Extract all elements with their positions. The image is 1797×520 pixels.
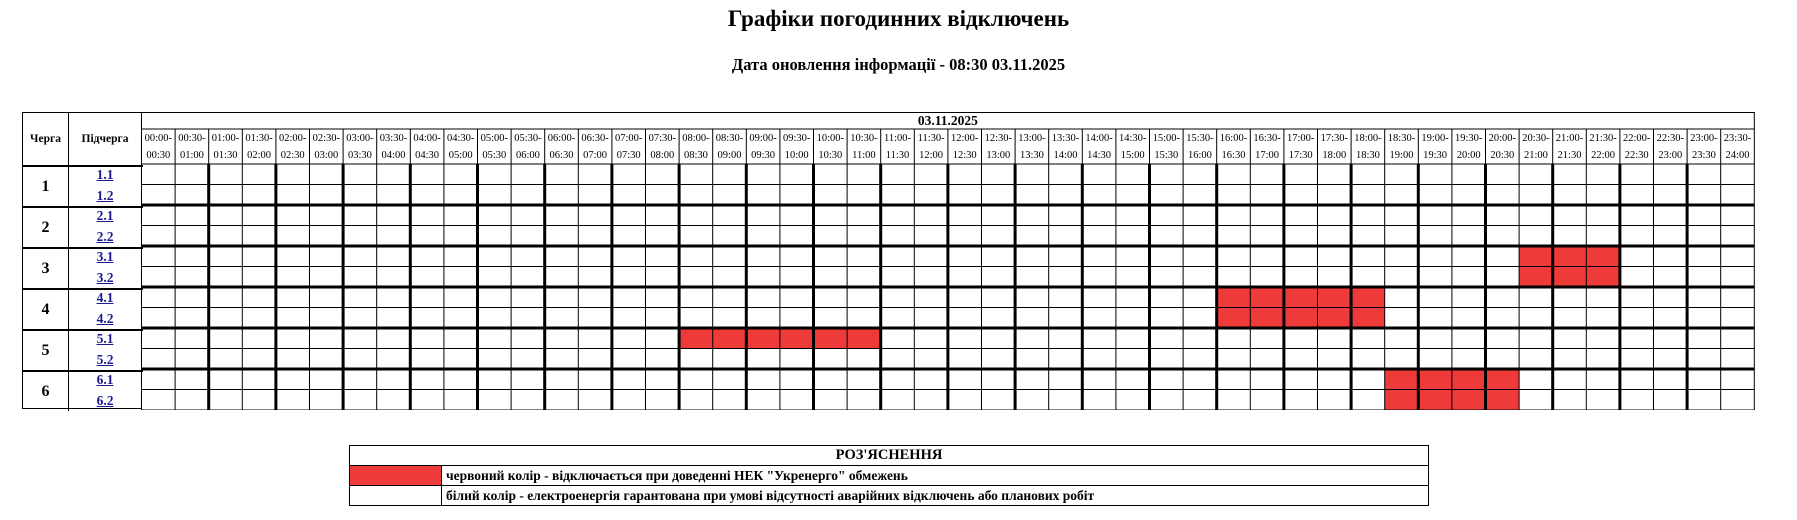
outage-cell: [1418, 390, 1452, 411]
outage-cell: [1519, 267, 1553, 288]
slot-end-label: 01:00: [179, 150, 204, 161]
slot-end-label: 17:00: [1255, 150, 1280, 161]
slot-end-label: 16:30: [1221, 150, 1246, 161]
outage-cell: [1284, 308, 1318, 329]
slot-end-label: 02:30: [280, 150, 305, 161]
legend-item-red: червоний колір - відключається при доведенні НЕК "Укренерго" обмежень: [442, 466, 1429, 486]
slot-end-label: 11:00: [852, 150, 876, 161]
slot-end-label: 14:30: [1087, 150, 1112, 161]
slot-start-label: 00:30-: [178, 133, 206, 144]
slot-start-label: 21:30-: [1589, 133, 1617, 144]
outage-cell: [679, 328, 713, 349]
slot-start-label: 20:30-: [1522, 133, 1550, 144]
slot-start-label: 07:00-: [614, 133, 643, 144]
slot-end-label: 08:30: [683, 150, 708, 161]
legend: [349, 445, 1429, 506]
slot-start-label: 14:00-: [1085, 133, 1113, 144]
slot-end-label: 22:00: [1591, 150, 1616, 161]
slot-end-label: 13:30: [1019, 150, 1044, 161]
slot-start-label: 21:00-: [1555, 133, 1584, 144]
slot-end-label: 02:00: [247, 150, 272, 161]
slot-start-label: 01:00-: [211, 133, 240, 144]
slot-start-label: 04:30-: [446, 133, 475, 144]
outage-cell: [713, 328, 747, 349]
slot-end-label: 03:30: [347, 150, 372, 161]
slot-start-label: 05:30-: [514, 133, 542, 144]
slot-end-label: 05:30: [482, 150, 507, 161]
outage-cell: [1452, 390, 1486, 411]
slot-start-label: 08:30-: [715, 133, 744, 144]
slot-end-label: 09:00: [717, 150, 742, 161]
outage-cell: [1217, 308, 1251, 329]
outage-cell: [1284, 287, 1318, 308]
outage-cell: [780, 328, 814, 349]
queue-header: Черга: [23, 113, 69, 165]
subqueue-link-3.1[interactable]: 3.1: [96, 249, 114, 264]
slot-end-label: 03:00: [314, 150, 339, 161]
outage-cell: [1351, 287, 1385, 308]
slot-end-label: 15:00: [1120, 150, 1145, 161]
outage-cell: [1586, 267, 1620, 288]
slot-end-label: 06:30: [549, 150, 574, 161]
slot-start-label: 13:00-: [1018, 133, 1046, 144]
slot-start-label: 12:00-: [950, 133, 979, 144]
outage-cell: [1385, 390, 1419, 411]
page-title: Графіки погодинних відключень: [727, 6, 1070, 31]
subqueue-link-2.1[interactable]: 2.1: [96, 208, 114, 223]
slot-start-label: 19:00-: [1421, 133, 1449, 144]
slot-start-label: 03:30-: [379, 133, 408, 144]
outage-cell: [1318, 287, 1352, 308]
queue-5: 5: [23, 329, 69, 370]
slot-end-label: 05:00: [448, 150, 473, 161]
slot-end-label: 12:00: [919, 150, 944, 161]
subqueue-link-3.2[interactable]: 3.2: [96, 269, 114, 285]
slot-start-label: 23:00-: [1690, 133, 1718, 144]
slot-start-label: 02:30-: [312, 133, 341, 144]
slot-end-label: 22:30: [1624, 150, 1649, 161]
slot-end-label: 20:00: [1456, 150, 1481, 161]
subqueue-link-1.2[interactable]: 1.2: [96, 187, 114, 203]
slot-end-label: 23:30: [1691, 150, 1716, 161]
queue-table: [22, 112, 142, 409]
slot-end-label: 24:00: [1725, 150, 1750, 161]
legend-item-white: білий колір - електроенергія гарантована при умові відсутності аварійних відключень або планових робіт: [442, 486, 1429, 506]
slot-start-label: 02:00-: [278, 133, 307, 144]
slot-end-label: 16:00: [1187, 150, 1212, 161]
slot-start-label: 18:00-: [1354, 133, 1382, 144]
outage-cell: [1318, 308, 1352, 329]
schedule-grid: [141, 112, 1757, 410]
outage-cell: [1351, 308, 1385, 329]
slot-start-label: 14:30-: [1118, 133, 1147, 144]
outage-cell: [1553, 267, 1587, 288]
slot-end-label: 10:30: [818, 150, 843, 161]
slot-start-label: 09:00-: [749, 133, 777, 144]
slot-start-label: 16:30-: [1253, 133, 1281, 144]
queue-3: 3: [23, 247, 69, 288]
slot-end-label: 19:30: [1423, 150, 1448, 161]
queue-1: 1: [23, 165, 69, 206]
slot-start-label: 06:00-: [547, 133, 576, 144]
slot-start-label: 17:30-: [1320, 133, 1349, 144]
slot-end-label: 14:00: [1053, 150, 1078, 161]
update-info: Дата оновлення інформації - 08:30 03.11.2025: [731, 55, 1066, 74]
outage-cell: [1418, 369, 1452, 390]
subqueue-link-1.1[interactable]: 1.1: [96, 167, 114, 182]
outage-cell: [1452, 369, 1486, 390]
slot-end-label: 21:00: [1523, 150, 1548, 161]
slot-end-label: 07:30: [616, 150, 641, 161]
outage-cell: [1250, 287, 1284, 308]
queue-2: 2: [23, 206, 69, 247]
slot-start-label: 06:30-: [581, 133, 609, 144]
slot-start-label: 19:30-: [1454, 133, 1483, 144]
slot-end-label: 13:00: [986, 150, 1011, 161]
outage-cell: [1486, 390, 1520, 411]
subqueue-link-4.1[interactable]: 4.1: [96, 290, 114, 305]
subqueue-link-5.1[interactable]: 5.1: [96, 331, 114, 346]
slot-end-label: 18:00: [1322, 150, 1347, 161]
outage-cell: [746, 328, 780, 349]
slot-end-label: 18:30: [1355, 150, 1380, 161]
outage-cell: [1385, 369, 1419, 390]
slot-end-label: 09:30: [751, 150, 776, 161]
slot-start-label: 11:30-: [917, 133, 945, 144]
slot-end-label: 04:00: [381, 150, 406, 161]
slot-start-label: 22:30-: [1656, 133, 1685, 144]
slot-end-label: 21:30: [1557, 150, 1582, 161]
slot-start-label: 12:30-: [984, 133, 1013, 144]
slot-end-label: 19:00: [1389, 150, 1414, 161]
slot-end-label: 15:30: [1154, 150, 1179, 161]
slot-start-label: 03:00-: [346, 133, 374, 144]
outage-cell: [1553, 246, 1587, 267]
slot-end-label: 11:30: [885, 150, 910, 161]
slot-start-label: 05:00-: [480, 133, 509, 144]
slot-end-label: 06:00: [515, 150, 540, 161]
queue-4: 4: [23, 288, 69, 329]
slot-start-label: 10:30-: [850, 133, 878, 144]
slot-start-label: 07:30-: [648, 133, 677, 144]
queue-6: 6: [23, 370, 69, 411]
slot-start-label: 17:00-: [1286, 133, 1315, 144]
subqueue-link-2.2[interactable]: 2.2: [96, 228, 114, 244]
subqueue-link-6.1[interactable]: 6.1: [96, 372, 114, 387]
legend-swatch-red: [350, 466, 442, 486]
subqueue-header: Підчерга: [81, 133, 129, 145]
outage-cell: [814, 328, 848, 349]
slot-start-label: 15:30-: [1186, 133, 1214, 144]
slot-end-label: 17:30: [1288, 150, 1313, 161]
slot-start-label: 09:30-: [782, 133, 811, 144]
slot-end-label: 07:00: [583, 150, 608, 161]
outage-cell: [1250, 308, 1284, 329]
slot-start-label: 13:30-: [1051, 133, 1080, 144]
outage-cell: [1217, 287, 1251, 308]
outage-cell: [847, 328, 881, 349]
outage-cell: [1486, 369, 1520, 390]
slot-start-label: 20:00-: [1488, 133, 1517, 144]
slot-start-label: 08:00-: [682, 133, 710, 144]
slot-start-label: 10:00-: [816, 133, 845, 144]
legend-swatch-white: [350, 486, 442, 506]
outage-cell: [1586, 246, 1620, 267]
slot-start-label: 01:30-: [245, 133, 273, 144]
date-header: 03.11.2025: [917, 113, 978, 128]
slot-start-label: 04:00-: [413, 133, 441, 144]
slot-end-label: 01:30: [213, 150, 238, 161]
slot-end-label: 04:30: [415, 150, 440, 161]
slot-start-label: 11:00-: [883, 133, 912, 144]
slot-start-label: 18:30-: [1387, 133, 1416, 144]
slot-end-label: 20:30: [1490, 150, 1515, 161]
slot-start-label: 00:00-: [144, 133, 173, 144]
slot-end-label: 23:00: [1658, 150, 1683, 161]
slot-end-label: 10:00: [784, 150, 809, 161]
subqueue-link-4.2[interactable]: 4.2: [96, 310, 114, 326]
slot-start-label: 16:00-: [1219, 133, 1248, 144]
slot-start-label: 22:00-: [1622, 133, 1651, 144]
subqueue-link-5.2[interactable]: 5.2: [96, 351, 114, 367]
slot-start-label: 23:30-: [1723, 133, 1752, 144]
slot-end-label: 08:00: [650, 150, 675, 161]
slot-end-label: 00:30: [146, 150, 171, 161]
subqueue-link-6.2[interactable]: 6.2: [96, 392, 114, 408]
slot-start-label: 15:00-: [1152, 133, 1181, 144]
legend-title: РОЗ'ЯСНЕННЯ: [350, 446, 1429, 466]
slot-end-label: 12:30: [952, 150, 977, 161]
outage-cell: [1519, 246, 1553, 267]
